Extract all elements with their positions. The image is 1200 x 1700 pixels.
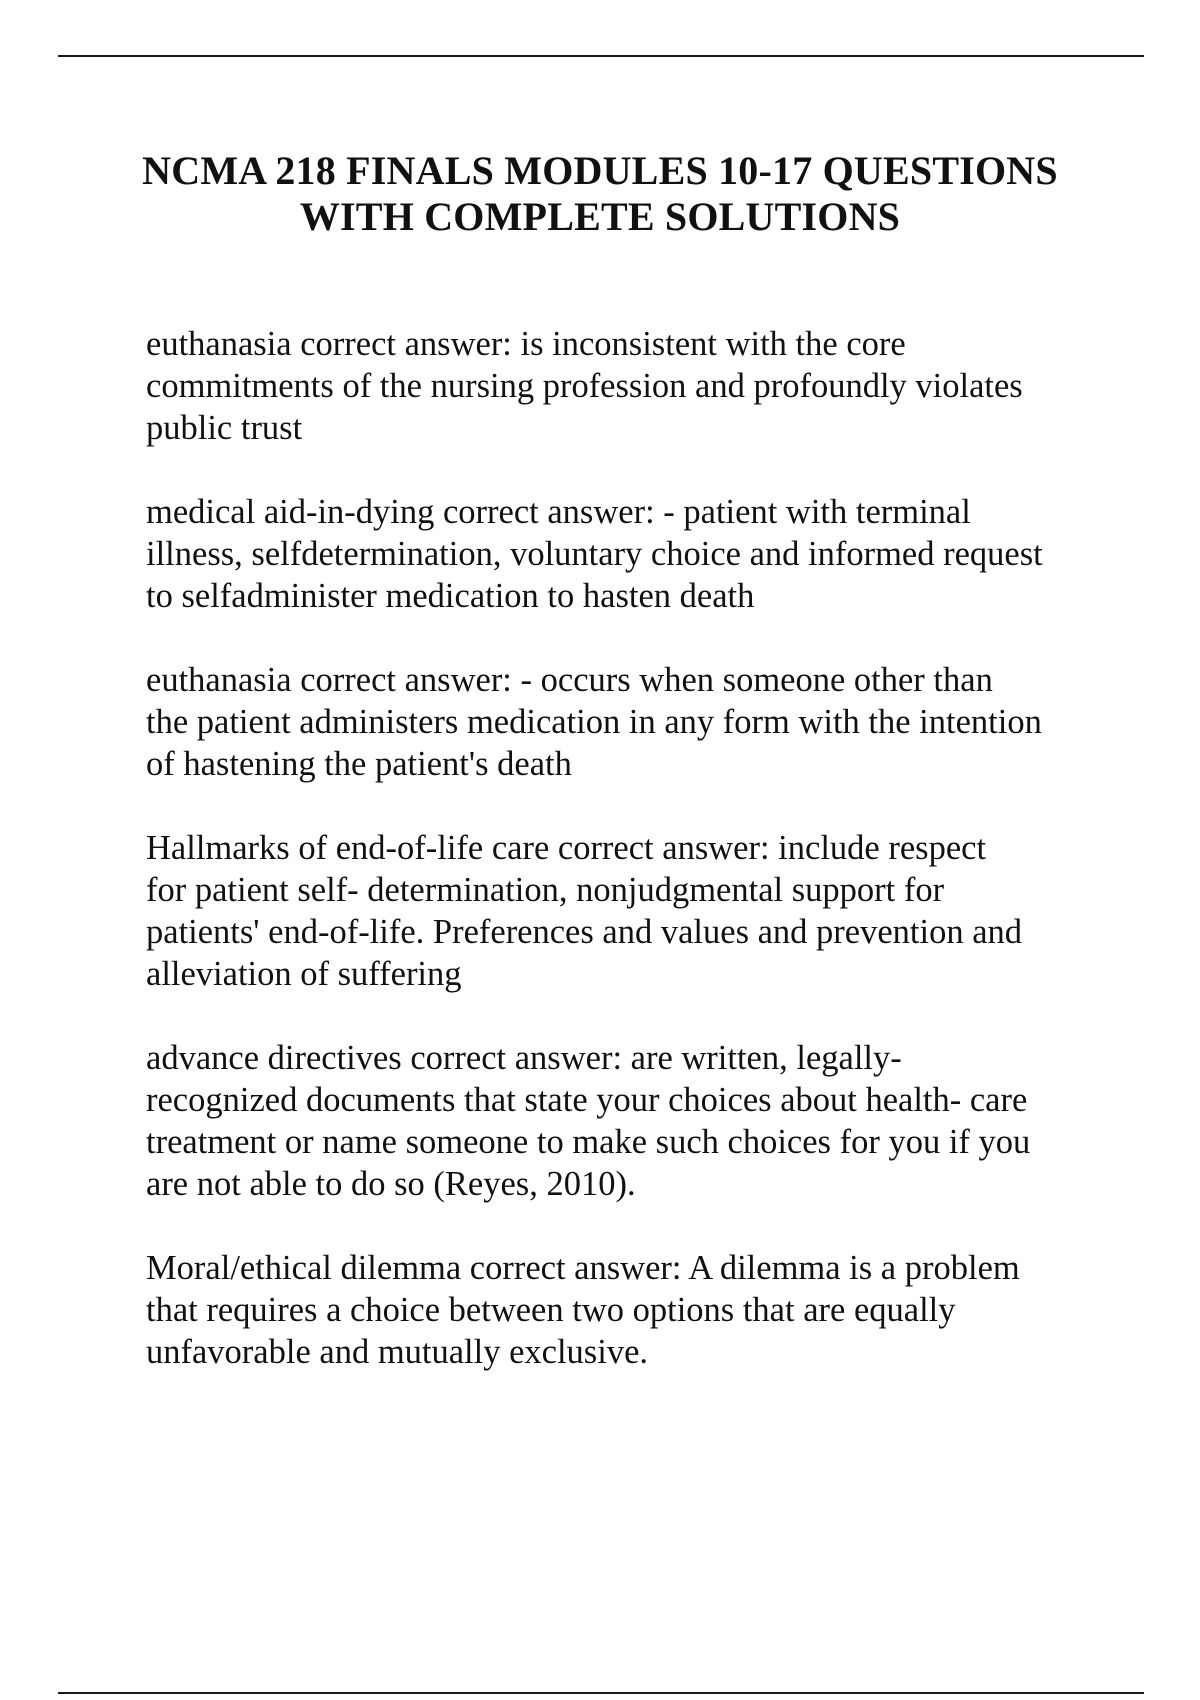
entry-line: treatment or name someone to make such choices for you if you [146, 1123, 1031, 1161]
title-line: NCMA 218 FINALS MODULES 10-17 QUESTIONS [142, 148, 1058, 193]
qa-entry-advance-directives [146, 1037, 1106, 1205]
entry-line: recognized documents that state your choices about health- care [146, 1081, 1028, 1119]
entry-line: public trust [146, 409, 303, 447]
entry-line: euthanasia correct answer: - occurs when someone other than [146, 661, 993, 699]
entry-line: Hallmarks of end-of-life care correct answer: include respect [146, 829, 987, 867]
entry-line: for patient self- determination, nonjudgmental support for [146, 871, 945, 909]
entry-line: of hastening the patient's death [146, 745, 572, 783]
qa-list [146, 323, 1106, 1415]
entry-line: euthanasia correct answer: is inconsistent with the core [146, 325, 906, 363]
title-line: WITH COMPLETE SOLUTIONS [299, 194, 901, 239]
qa-entry-euthanasia-1 [146, 323, 1106, 449]
qa-entry-euthanasia-2 [146, 659, 1106, 785]
qa-entry-moral-ethical-dilemma [146, 1247, 1106, 1373]
entry-line: medical aid-in-dying correct answer: - patient with terminal [146, 493, 971, 531]
entry-line: that requires a choice between two options that are equally [146, 1291, 956, 1329]
bottom-divider [58, 1692, 1144, 1694]
qa-entry-hallmarks-end-of-life [146, 827, 1106, 995]
entry-line: are not able to do so (Reyes, 2010). [146, 1165, 636, 1203]
entry-line: commitments of the nursing profession and profoundly violates [146, 367, 1023, 405]
top-divider [58, 55, 1144, 57]
entry-line: patients' end-of-life. Preferences and values and prevention and [146, 913, 1023, 951]
entry-line: Moral/ethical dilemma correct answer: A dilemma is a problem [146, 1249, 1020, 1287]
entry-line: advance directives correct answer: are written, legally- [146, 1039, 902, 1077]
entry-line: the patient administers medication in any form with the intention [146, 703, 1042, 741]
entry-line: unfavorable and mutually exclusive. [146, 1333, 649, 1371]
document-title [100, 148, 1100, 240]
entry-line: to selfadminister medication to hasten death [146, 577, 755, 615]
entry-line: illness, selfdetermination, voluntary choice and informed request [146, 535, 1043, 573]
qa-entry-medical-aid-in-dying [146, 491, 1106, 617]
entry-line: alleviation of suffering [146, 955, 462, 993]
